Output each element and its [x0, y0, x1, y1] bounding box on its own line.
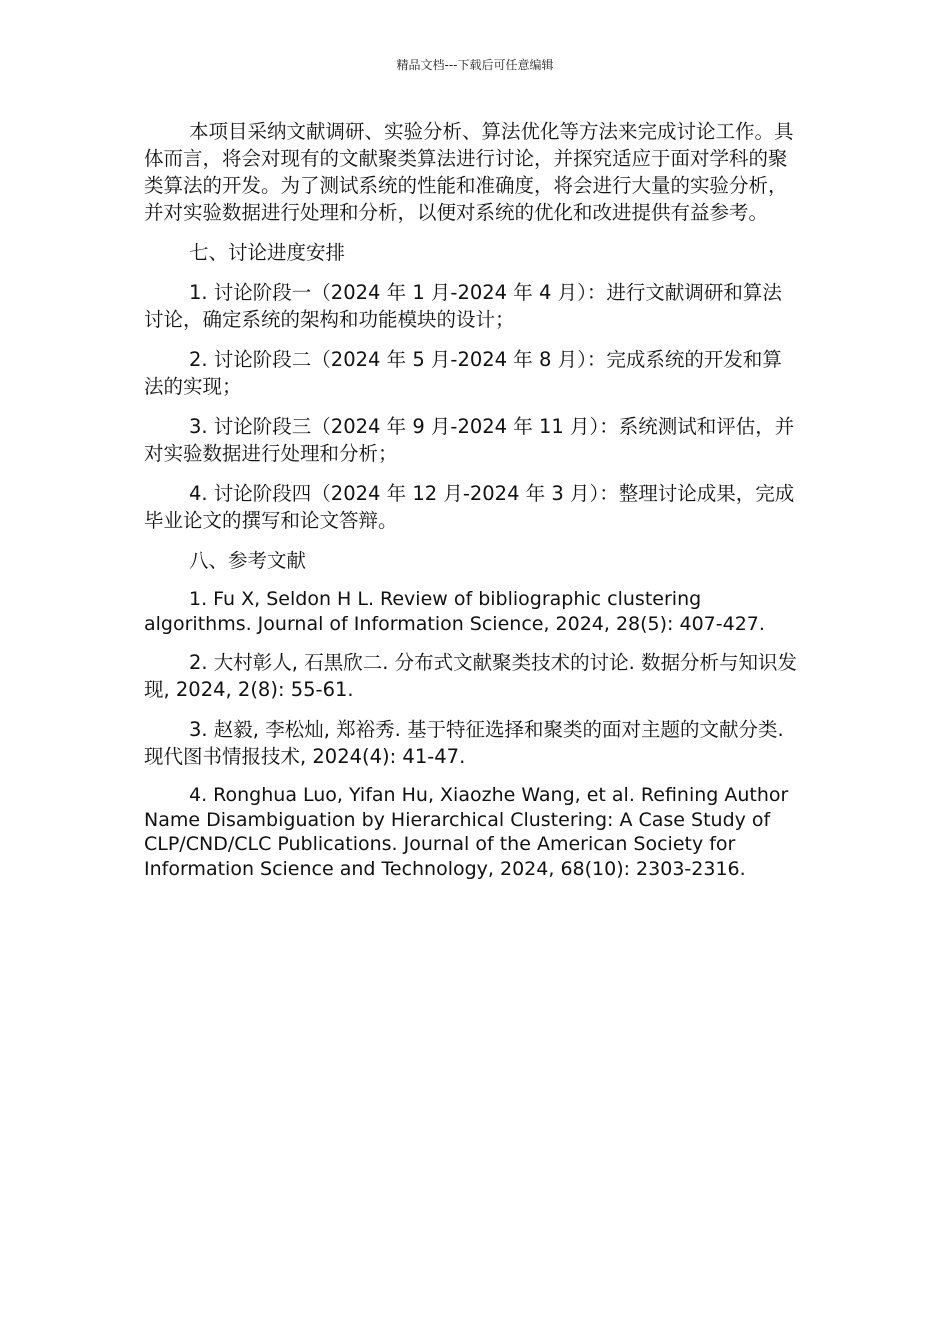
reference-item: 2. 大村彰人, 石黒欣二. 分布式文献聚类技术的讨论. 数据分析与知识发现, 2024, 2(8): 55-61. — [144, 651, 797, 701]
section-heading-schedule: 七、讨论进度安排 — [189, 241, 346, 264]
schedule-stage-1: 1. 讨论阶段一（2024 年 1 月-2024 年 4 月）：进行文献调研和算法讨论，确定系统的架构和功能模块的设计； — [144, 281, 782, 331]
reference-item: 1. Fu X, Seldon H L. Review of bibliographic clustering algorithms. Journal of Information Science, 2024, 28(5): 407-427. — [144, 588, 765, 635]
schedule-stage-2: 2. 讨论阶段二（2024 年 5 月-2024 年 8 月）：完成系统的开发和算法的实现； — [144, 348, 782, 398]
schedule-stage-4: 4. 讨论阶段四（2024 年 12 月-2024 年 3 月）：整理讨论成果，完成毕业论文的撰写和论文答辩。 — [144, 482, 795, 532]
page-header: 精品文档---下载后可任意编辑 — [396, 58, 554, 72]
reference-item: 4. Ronghua Luo, Yifan Hu, Xiaozhe Wang, et al. Refining Author Name Disambiguation by Hierarchical Clustering: A Case Study of CLP/CND/CLC Publications. Journal of the American Society for Information Science and Technology, 2024, 68(10): 2303-2316. — [144, 784, 789, 880]
section-heading-references: 八、参考文献 — [189, 549, 307, 572]
reference-item: 3. 赵毅, 李松灿, 郑裕秀. 基于特征选择和聚类的面对主题的文献分类. 现代图书情报技术, 2024(4): 41-47. — [144, 718, 784, 768]
schedule-stage-3: 3. 讨论阶段三（2024 年 9 月-2024 年 11 月）：系统测试和评估，并对实验数据进行处理和分析； — [144, 415, 795, 465]
document-body — [144, 118, 799, 894]
methods-paragraph: 本项目采纳文献调研、实验分析、算法优化等方法来完成讨论工作。具体而言，将会对现有的文献聚类算法进行讨论，并探究适应于面对学科的聚类算法的开发。为了测试系统的性能和准确度，将会进行大量的实验分析，并对实验数据进行处理和分析，以便对系统的优化和改进提供有益参考。 — [144, 120, 794, 224]
